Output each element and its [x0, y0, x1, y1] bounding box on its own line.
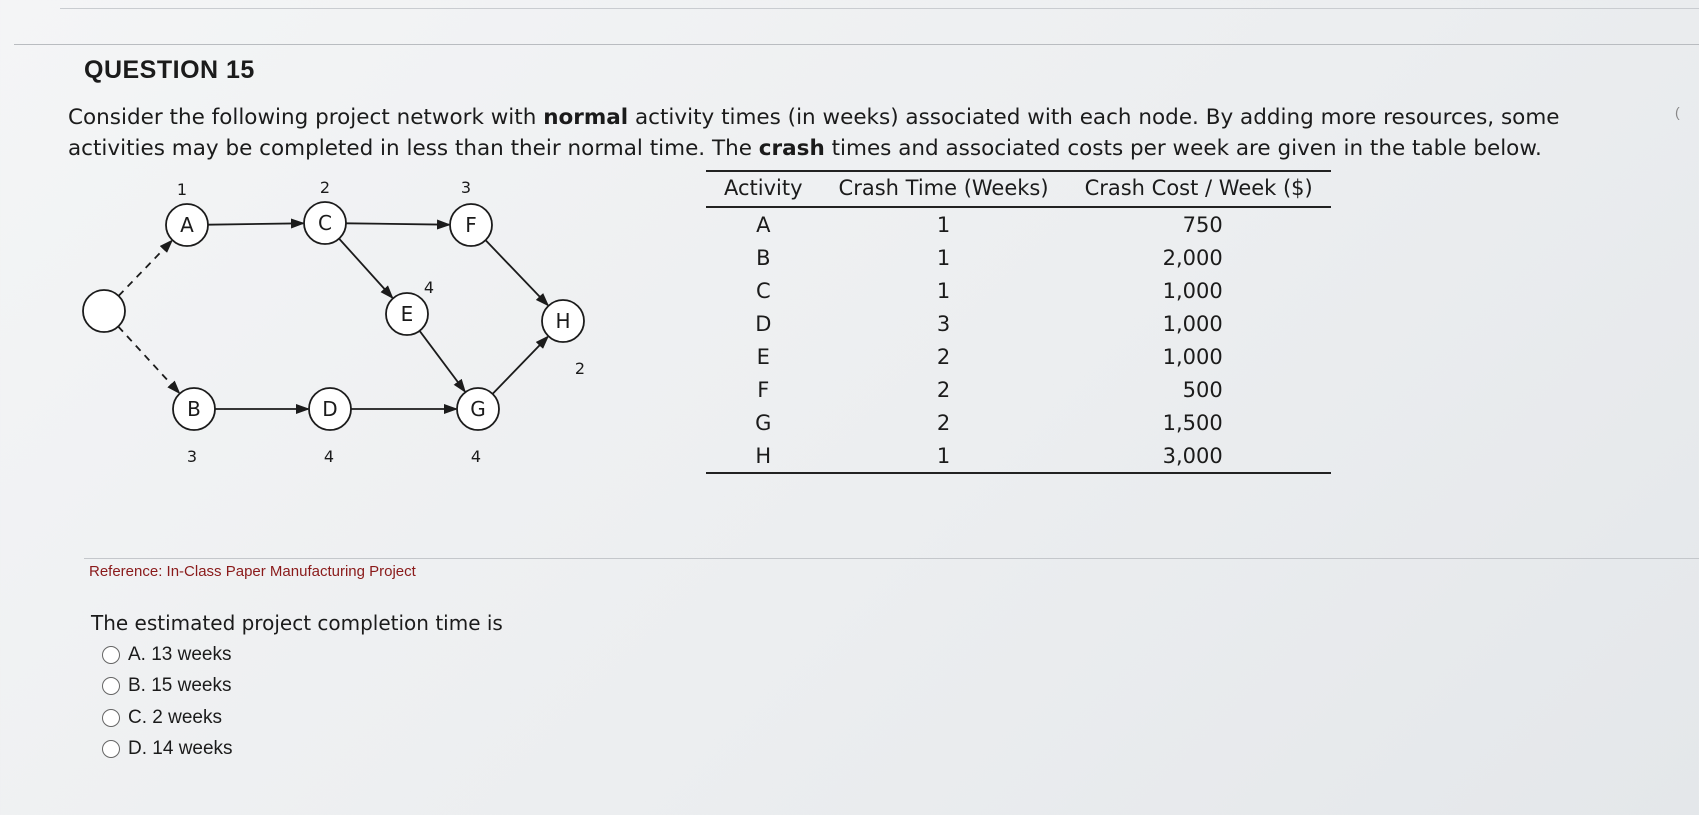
cell-crash-cost: 1,500 [1162, 410, 1223, 435]
edge-g-h [493, 337, 548, 394]
table-row [706, 207, 1331, 241]
cell-crash-cost: 1,000 [1162, 344, 1223, 369]
node-label-b: B [187, 397, 201, 421]
answer-option-d[interactable] [102, 734, 233, 766]
cell-activity: C [755, 278, 771, 303]
cell-crash-cost: 1,000 [1162, 278, 1223, 303]
project-network-diagram [80, 175, 700, 495]
question-text-part: times and associated costs per week are given in the table below. [824, 136, 1542, 161]
column-header-crash-cost: Crash Cost / Week ($) [1067, 171, 1331, 207]
table-row [706, 340, 1331, 373]
edge-c-e [339, 239, 392, 298]
table-row [706, 307, 1331, 340]
crash-table [706, 170, 1331, 474]
cell-crash-cost: 3,000 [1067, 439, 1331, 473]
node-label-g: G [470, 397, 486, 421]
question-text-bold: crash [758, 136, 825, 161]
table-row [706, 439, 1331, 473]
cell-crash-time: 1 [821, 439, 1067, 473]
activity-time-e: 4 [423, 278, 435, 297]
node-label-h: H [555, 309, 571, 333]
edge-c-f [346, 223, 449, 224]
edge-a-c [208, 223, 303, 224]
answer-option-label[interactable]: B. 15 weeks [128, 675, 232, 697]
activity-time-g: 4 [470, 447, 482, 466]
activity-time-d: 4 [323, 447, 335, 466]
activity-time-a: 1 [176, 180, 188, 199]
edge-start-b [118, 326, 179, 392]
cell-crash-cost: 750 [1182, 212, 1223, 237]
cell-crash-time: 1 [936, 245, 951, 270]
table-header-row [706, 171, 1331, 207]
cell-crash-time: 2 [936, 377, 951, 402]
edge-mark: ( [1675, 104, 1680, 120]
edge-e-g [420, 331, 465, 392]
cell-crash-cost: 2,000 [1162, 245, 1223, 270]
question-text-bold: normal [543, 105, 629, 130]
node-label-e: E [400, 302, 414, 326]
cell-crash-time: 2 [936, 344, 951, 369]
node-label-c: C [318, 211, 332, 235]
answer-option-label[interactable]: D. 14 weeks [128, 738, 233, 760]
top-divider [60, 8, 1699, 9]
answer-option-label[interactable]: C. 2 weeks [128, 706, 222, 728]
radio-button-a[interactable] [102, 646, 120, 664]
cell-activity: E [756, 344, 770, 369]
reference-divider [84, 558, 1699, 559]
cell-activity: B [756, 245, 771, 270]
radio-button-d[interactable] [102, 740, 120, 758]
column-header-activity: Activity [706, 171, 821, 207]
cell-crash-cost: 1,000 [1162, 311, 1223, 336]
answer-option-c[interactable] [102, 702, 233, 734]
node-label-a: A [180, 213, 194, 237]
question-title: QUESTION 15 [84, 56, 255, 84]
column-header-crash-time: Crash Time (Weeks) [821, 171, 1067, 207]
cell-activity: F [757, 377, 770, 402]
node-label-d: D [322, 397, 338, 421]
question-text-part: activity times (in weeks) associated with each node. By adding more resources, some activities may be completed in less than their normal time. The [68, 105, 1560, 161]
activity-time-c: 2 [319, 178, 331, 197]
answer-options [102, 639, 233, 765]
reference-text: Reference: In-Class Paper Manufacturing Project [89, 563, 416, 580]
answer-option-b[interactable] [102, 671, 233, 703]
table-row [706, 241, 1331, 274]
answer-option-label[interactable]: A. 13 weeks [128, 643, 232, 665]
question-text-part: Consider the following project network with [68, 105, 544, 130]
table-row [706, 274, 1331, 307]
cell-crash-time: 2 [936, 410, 951, 435]
cell-crash-cost: 500 [1182, 377, 1223, 402]
cell-activity: A [756, 212, 771, 237]
edge-start-a [119, 241, 172, 296]
activity-time-f: 3 [460, 178, 472, 197]
activity-time-h: 2 [574, 359, 586, 378]
radio-button-b[interactable] [102, 677, 120, 695]
radio-button-c[interactable] [102, 709, 120, 727]
cell-activity: D [755, 311, 772, 336]
node-label-f: F [465, 213, 477, 237]
cell-crash-time: 1 [936, 212, 951, 237]
table-row [706, 373, 1331, 406]
question-prompt: The estimated project completion time is [91, 611, 503, 635]
table-row [706, 406, 1331, 439]
header-divider [14, 44, 1699, 45]
activity-time-b: 3 [186, 447, 198, 466]
question-text [68, 102, 1648, 164]
cell-activity: G [755, 410, 772, 435]
edge-f-h [486, 240, 548, 305]
node-start [83, 290, 125, 332]
cell-crash-time: 3 [936, 311, 951, 336]
cell-activity: H [706, 439, 821, 473]
answer-option-a[interactable] [102, 639, 233, 671]
cell-crash-time: 1 [936, 278, 951, 303]
